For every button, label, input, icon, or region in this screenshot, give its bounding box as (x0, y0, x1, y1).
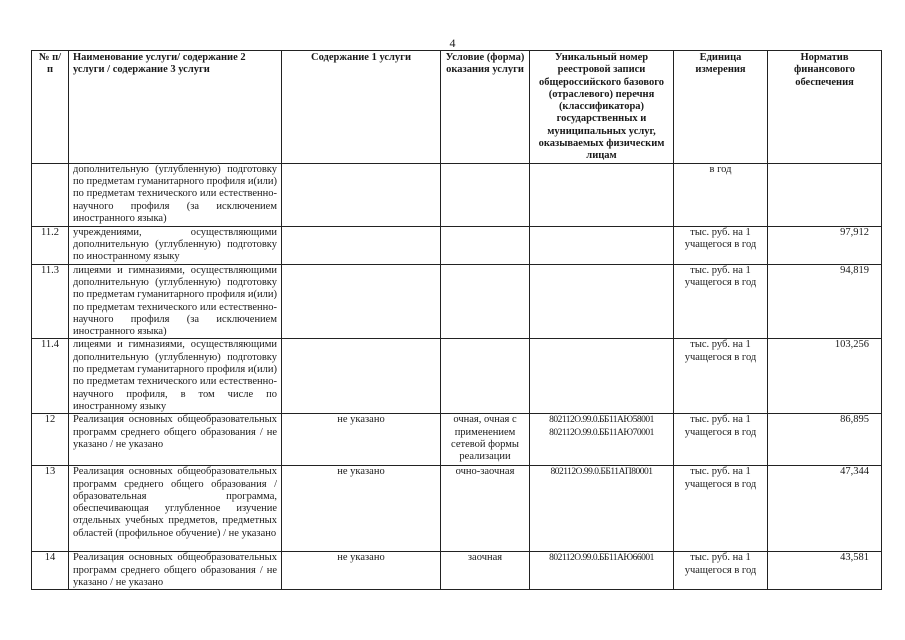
row-num: 13 (32, 466, 69, 552)
row-unit: в год (674, 163, 768, 226)
table-row (32, 466, 882, 552)
row-content1: не указано (282, 466, 441, 552)
row-unit: тыс. руб. на 1 учащегося в год (674, 339, 768, 414)
header-condition: Условие (форма) оказания услуги (441, 51, 530, 164)
table-row (32, 226, 882, 264)
row-condition (441, 264, 530, 339)
row-registry-number (530, 163, 674, 226)
header-registry-number: Уникальный номер реестровой записи общероссийского базового (отраслевого) перечня (классификатора) государственных и муниципальных услуг, оказываемых физическим лицам (530, 51, 674, 164)
row-condition: очно-заочная (441, 466, 530, 552)
services-table (31, 50, 882, 590)
row-financing-norm: 86,895 (768, 414, 882, 466)
row-content1 (282, 339, 441, 414)
table-row (32, 552, 882, 590)
row-service-name: Реализация основных общеобразовательных программ среднего общего образования / не указано / не указано (69, 552, 282, 590)
row-registry-number (530, 339, 674, 414)
row-num (32, 163, 69, 226)
row-unit: тыс. руб. на 1 учащегося в год (674, 552, 768, 590)
row-financing-norm: 43,581 (768, 552, 882, 590)
table-row (32, 163, 882, 226)
row-registry-number (530, 226, 674, 264)
row-unit: тыс. руб. на 1 учащегося в год (674, 466, 768, 552)
header-num: № п/п (32, 51, 69, 164)
row-content1: не указано (282, 552, 441, 590)
row-condition (441, 339, 530, 414)
row-financing-norm: 94,819 (768, 264, 882, 339)
row-unit: тыс. руб. на 1 учащегося в год (674, 414, 768, 466)
row-unit: тыс. руб. на 1 учащегося в год (674, 264, 768, 339)
header-content1: Содержание 1 услуги (282, 51, 441, 164)
row-condition (441, 226, 530, 264)
header-service-name: Наименование услуги/ содержание 2 услуги / содержание 3 услуги (69, 51, 282, 164)
row-financing-norm: 103,256 (768, 339, 882, 414)
row-service-name: дополнительную (углубленную) подготовку по предметам гуманитарного профиля и(или) по предметам технического или естественно-научного профиля (за исключением иностранного языка) (69, 163, 282, 226)
row-content1 (282, 226, 441, 264)
row-service-name: лицеями и гимназиями, осуществляющими дополнительную (углубленную) подготовку по предметам гуманитарного профиля и(или) по предметам технического или естественно-научного профиля (за исключением иностранного языка) (69, 264, 282, 339)
row-num: 11.4 (32, 339, 69, 414)
row-content1 (282, 163, 441, 226)
row-content1 (282, 264, 441, 339)
row-num: 11.3 (32, 264, 69, 339)
row-service-name: лицеями и гимназиями, осуществляющими дополнительную (углубленную) подготовку по предметам гуманитарного профиля и(или) по предметам технического или естественно-научного профиля, в том числе по иностранному языку (69, 339, 282, 414)
row-financing-norm (768, 163, 882, 226)
row-condition: заочная (441, 552, 530, 590)
table-row (32, 339, 882, 414)
row-num: 11.2 (32, 226, 69, 264)
row-registry-number (530, 264, 674, 339)
table-header-row (32, 51, 882, 164)
row-content1: не указано (282, 414, 441, 466)
row-num: 12 (32, 414, 69, 466)
row-service-name: учреждениями, осуществляющими дополнительную (углубленную) подготовку по иностранному языку (69, 226, 282, 264)
row-service-name: Реализация основных общеобразовательных программ среднего общего образования / образовательная программа, обеспечивающая углубленное изучение отдельных учебных предметов, предметных областей (профильное обучение) / не указано (69, 466, 282, 552)
row-service-name: Реализация основных общеобразовательных программ среднего общего образования / не указано / не указано (69, 414, 282, 466)
row-num: 14 (32, 552, 69, 590)
row-registry-number: 802112О.99.0.ББ11АЮ66001 (530, 552, 674, 590)
row-condition (441, 163, 530, 226)
row-registry-number: 802112О.99.0.ББ11АП80001 (530, 466, 674, 552)
row-condition: очная, очная с применением сетевой формы реализации (441, 414, 530, 466)
row-financing-norm: 47,344 (768, 466, 882, 552)
row-registry-number: 802112О.99.0.ББ11АЮ58001 802112О.99.0.ББ11АЮ70001 (530, 414, 674, 466)
page-number: 4 (449, 36, 456, 50)
table-row (32, 414, 882, 466)
row-financing-norm: 97,912 (768, 226, 882, 264)
header-financing-norm: Норматив финансового обеспечения (768, 51, 882, 164)
table-row (32, 264, 882, 339)
row-unit: тыс. руб. на 1 учащегося в год (674, 226, 768, 264)
header-unit: Единица измерения (674, 51, 768, 164)
